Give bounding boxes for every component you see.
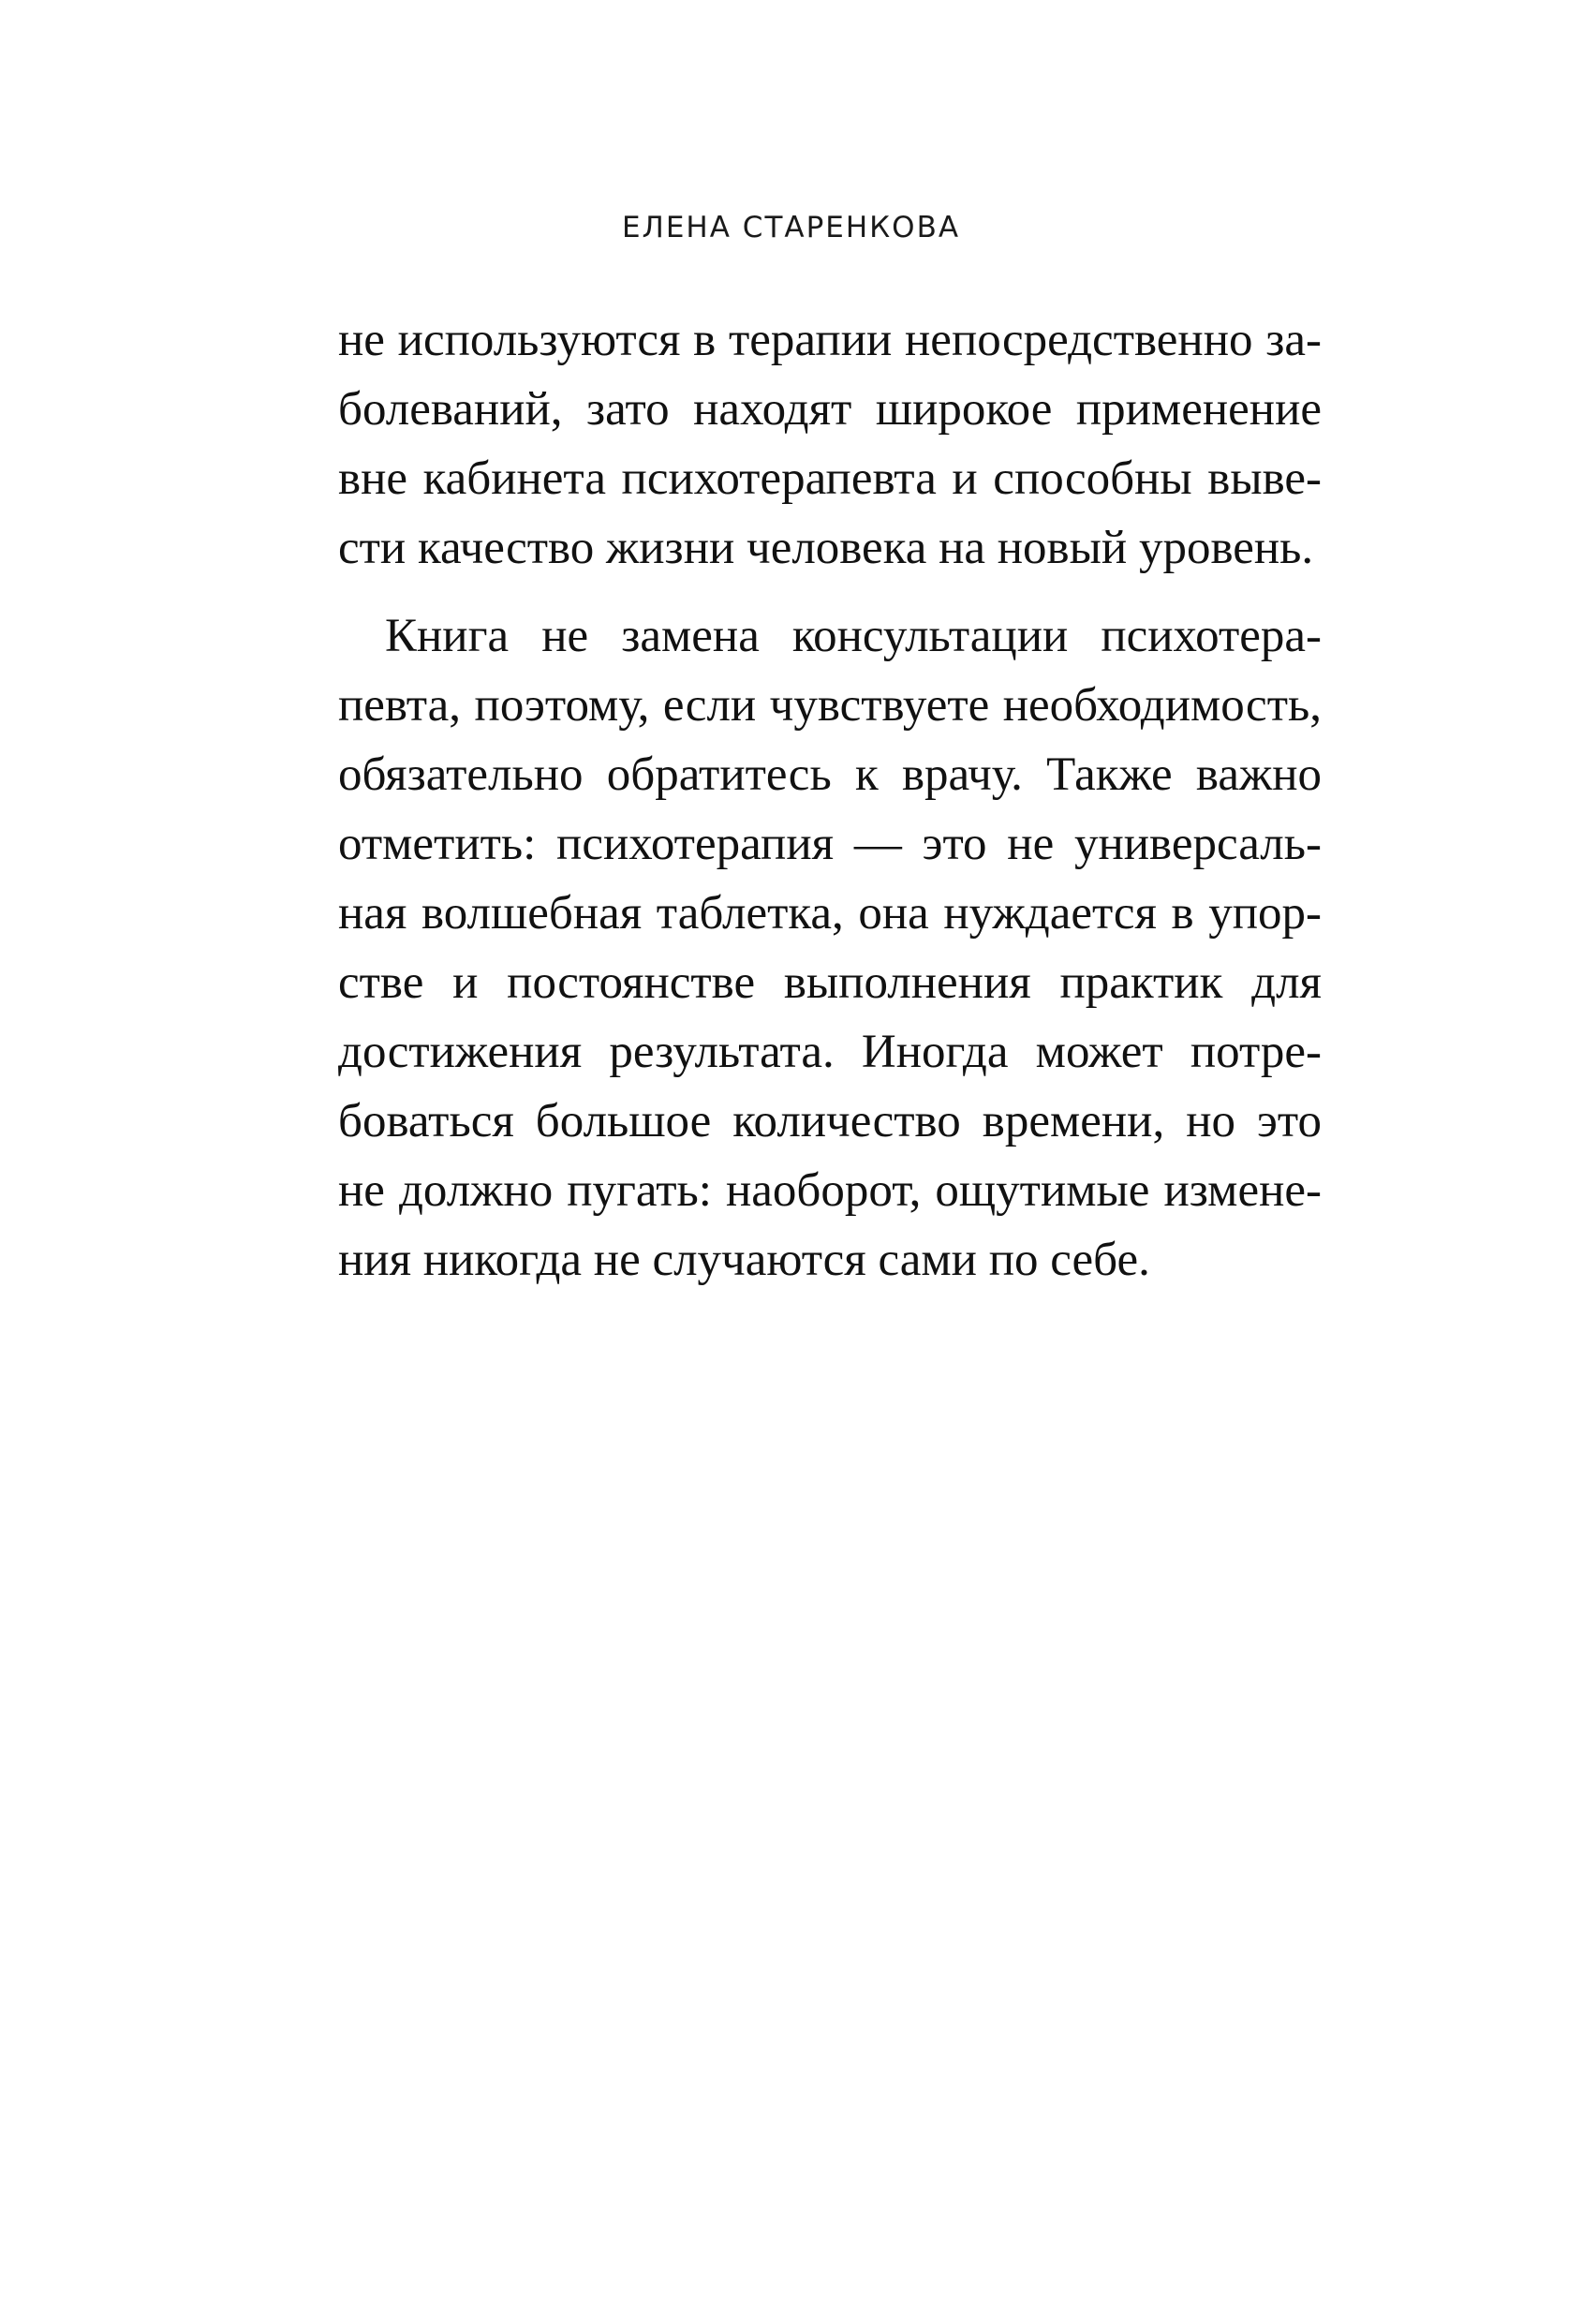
paragraph <box>338 305 1322 583</box>
text-line: болеваний, зато находят широкое применение <box>338 383 1322 436</box>
paragraph-gap <box>338 583 1322 601</box>
body-text <box>338 305 1322 1295</box>
text-line: обязательно обратитесь к врачу. Также важно <box>338 748 1322 801</box>
text-line: Книга не замена консультации психотера- <box>385 610 1322 662</box>
text-line: вне кабинета психотерапевта и способны выве- <box>338 452 1322 505</box>
text-line: не используются в терапии непосредственно за- <box>338 314 1322 366</box>
text-line: ная волшебная таблетка, она нуждается в упор- <box>338 887 1322 940</box>
text-line: боваться большое количество времени, но это <box>338 1095 1322 1147</box>
running-head-author: ЕЛЕНА СТАРЕНКОВА <box>621 211 961 244</box>
text-line: отметить: психотерапия — это не универсаль- <box>338 818 1322 870</box>
text-line: сти качество жизни человека на новый уровень. <box>338 522 1314 574</box>
paragraph <box>338 601 1322 1295</box>
text-line: стве и постоянстве выполнения практик для <box>338 956 1322 1009</box>
text-line: певта, поэтому, если чувствуете необходимость, <box>338 679 1322 732</box>
text-line: не должно пугать: наоборот, ощутимые измене- <box>338 1164 1322 1217</box>
text-line: ния никогда не случаются сами по себе. <box>338 1234 1150 1286</box>
text-line: достижения результата. Иногда может потре- <box>338 1026 1322 1078</box>
